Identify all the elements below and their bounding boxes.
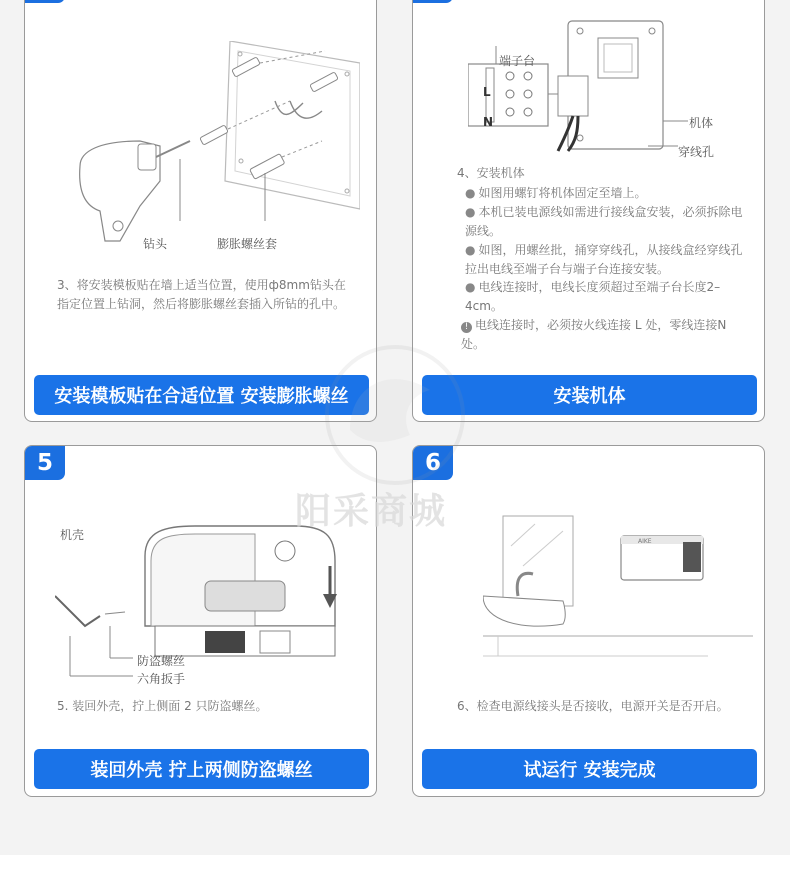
bullet-dot-icon: ● bbox=[465, 243, 476, 257]
step-subtitle: 4、安装机体 bbox=[457, 166, 525, 180]
step-description: 3、将安装模板贴在墙上适当位置，使用ф8mm钻头在指定位置上钻洞，然后将膨胀螺丝套插入所钻的孔中。 bbox=[57, 278, 346, 311]
step-title-banner: 安装机体 bbox=[422, 375, 757, 415]
step-number-badge: 6 bbox=[413, 446, 453, 480]
step-title-banner: 安装模板贴在合适位置 安装膨胀螺丝 bbox=[34, 375, 369, 415]
step-6-card bbox=[412, 445, 765, 797]
watermark-text: 阳采商城 bbox=[295, 491, 448, 532]
wall-template-illustration bbox=[60, 41, 360, 251]
step-number-badge bbox=[25, 0, 65, 3]
shell-reassembly-illustration bbox=[55, 516, 355, 696]
step-title-banner: 试运行 安装完成 bbox=[422, 749, 757, 789]
step-title-banner: 装回外壳 拧上两侧防盗螺丝 bbox=[34, 749, 369, 789]
step-number-badge bbox=[413, 0, 453, 3]
test-run-illustration bbox=[483, 506, 753, 686]
svg-text:AIKE: AIKE bbox=[638, 538, 652, 545]
anchor-label: 膨胀螺丝套 bbox=[217, 237, 278, 251]
step-4-card bbox=[412, 0, 765, 422]
terminal-label: 端子台 bbox=[499, 54, 536, 68]
warning-note: ! 电线连接时，必须按火线连接 L 处，零线连接N 处。 bbox=[461, 318, 727, 351]
instruction-bullet: ● 如图，用螺丝批，捅穿穿线孔，从接线盒经穿线孔拉出电线至端子台与端子台连接安装。 bbox=[465, 243, 743, 276]
anti-theft-screw-label: 防盗螺丝 bbox=[137, 654, 186, 668]
step-3-card bbox=[24, 0, 377, 422]
terminal-l-marker: L bbox=[483, 85, 491, 99]
hex-wrench-label: 六角扳手 bbox=[137, 672, 186, 686]
bullet-dot-icon: ● bbox=[465, 280, 476, 294]
bullet-dot-icon: ● bbox=[465, 205, 476, 219]
bullet-dot-icon: ● bbox=[465, 186, 476, 200]
instruction-bullet: ● 本机已装电源线如需进行接线盒安装，必须拆除电源线。 bbox=[465, 205, 743, 238]
step-description: 6、检查电源线接头是否接收，电源开关是否开启。 bbox=[457, 699, 729, 713]
warning-icon: ! bbox=[461, 322, 472, 333]
shell-label: 机壳 bbox=[60, 528, 85, 542]
step-number-badge: 5 bbox=[25, 446, 65, 480]
terminal-n-marker: N bbox=[483, 115, 494, 129]
step-description: 5. 装回外壳，拧上侧面 2 只防盗螺丝。 bbox=[57, 699, 268, 713]
instruction-bullet: ● 如图用螺钉将机体固定至墙上。 bbox=[465, 186, 647, 200]
cable-hole-label: 穿线孔 bbox=[678, 145, 715, 159]
instruction-bullet: ● 电线连接时，电线长度须超过至端子台长度2–4cm。 bbox=[465, 280, 721, 313]
body-label: 机体 bbox=[689, 116, 714, 130]
drill-bit-label: 钻头 bbox=[143, 237, 168, 251]
page-footer-strip bbox=[0, 855, 790, 886]
